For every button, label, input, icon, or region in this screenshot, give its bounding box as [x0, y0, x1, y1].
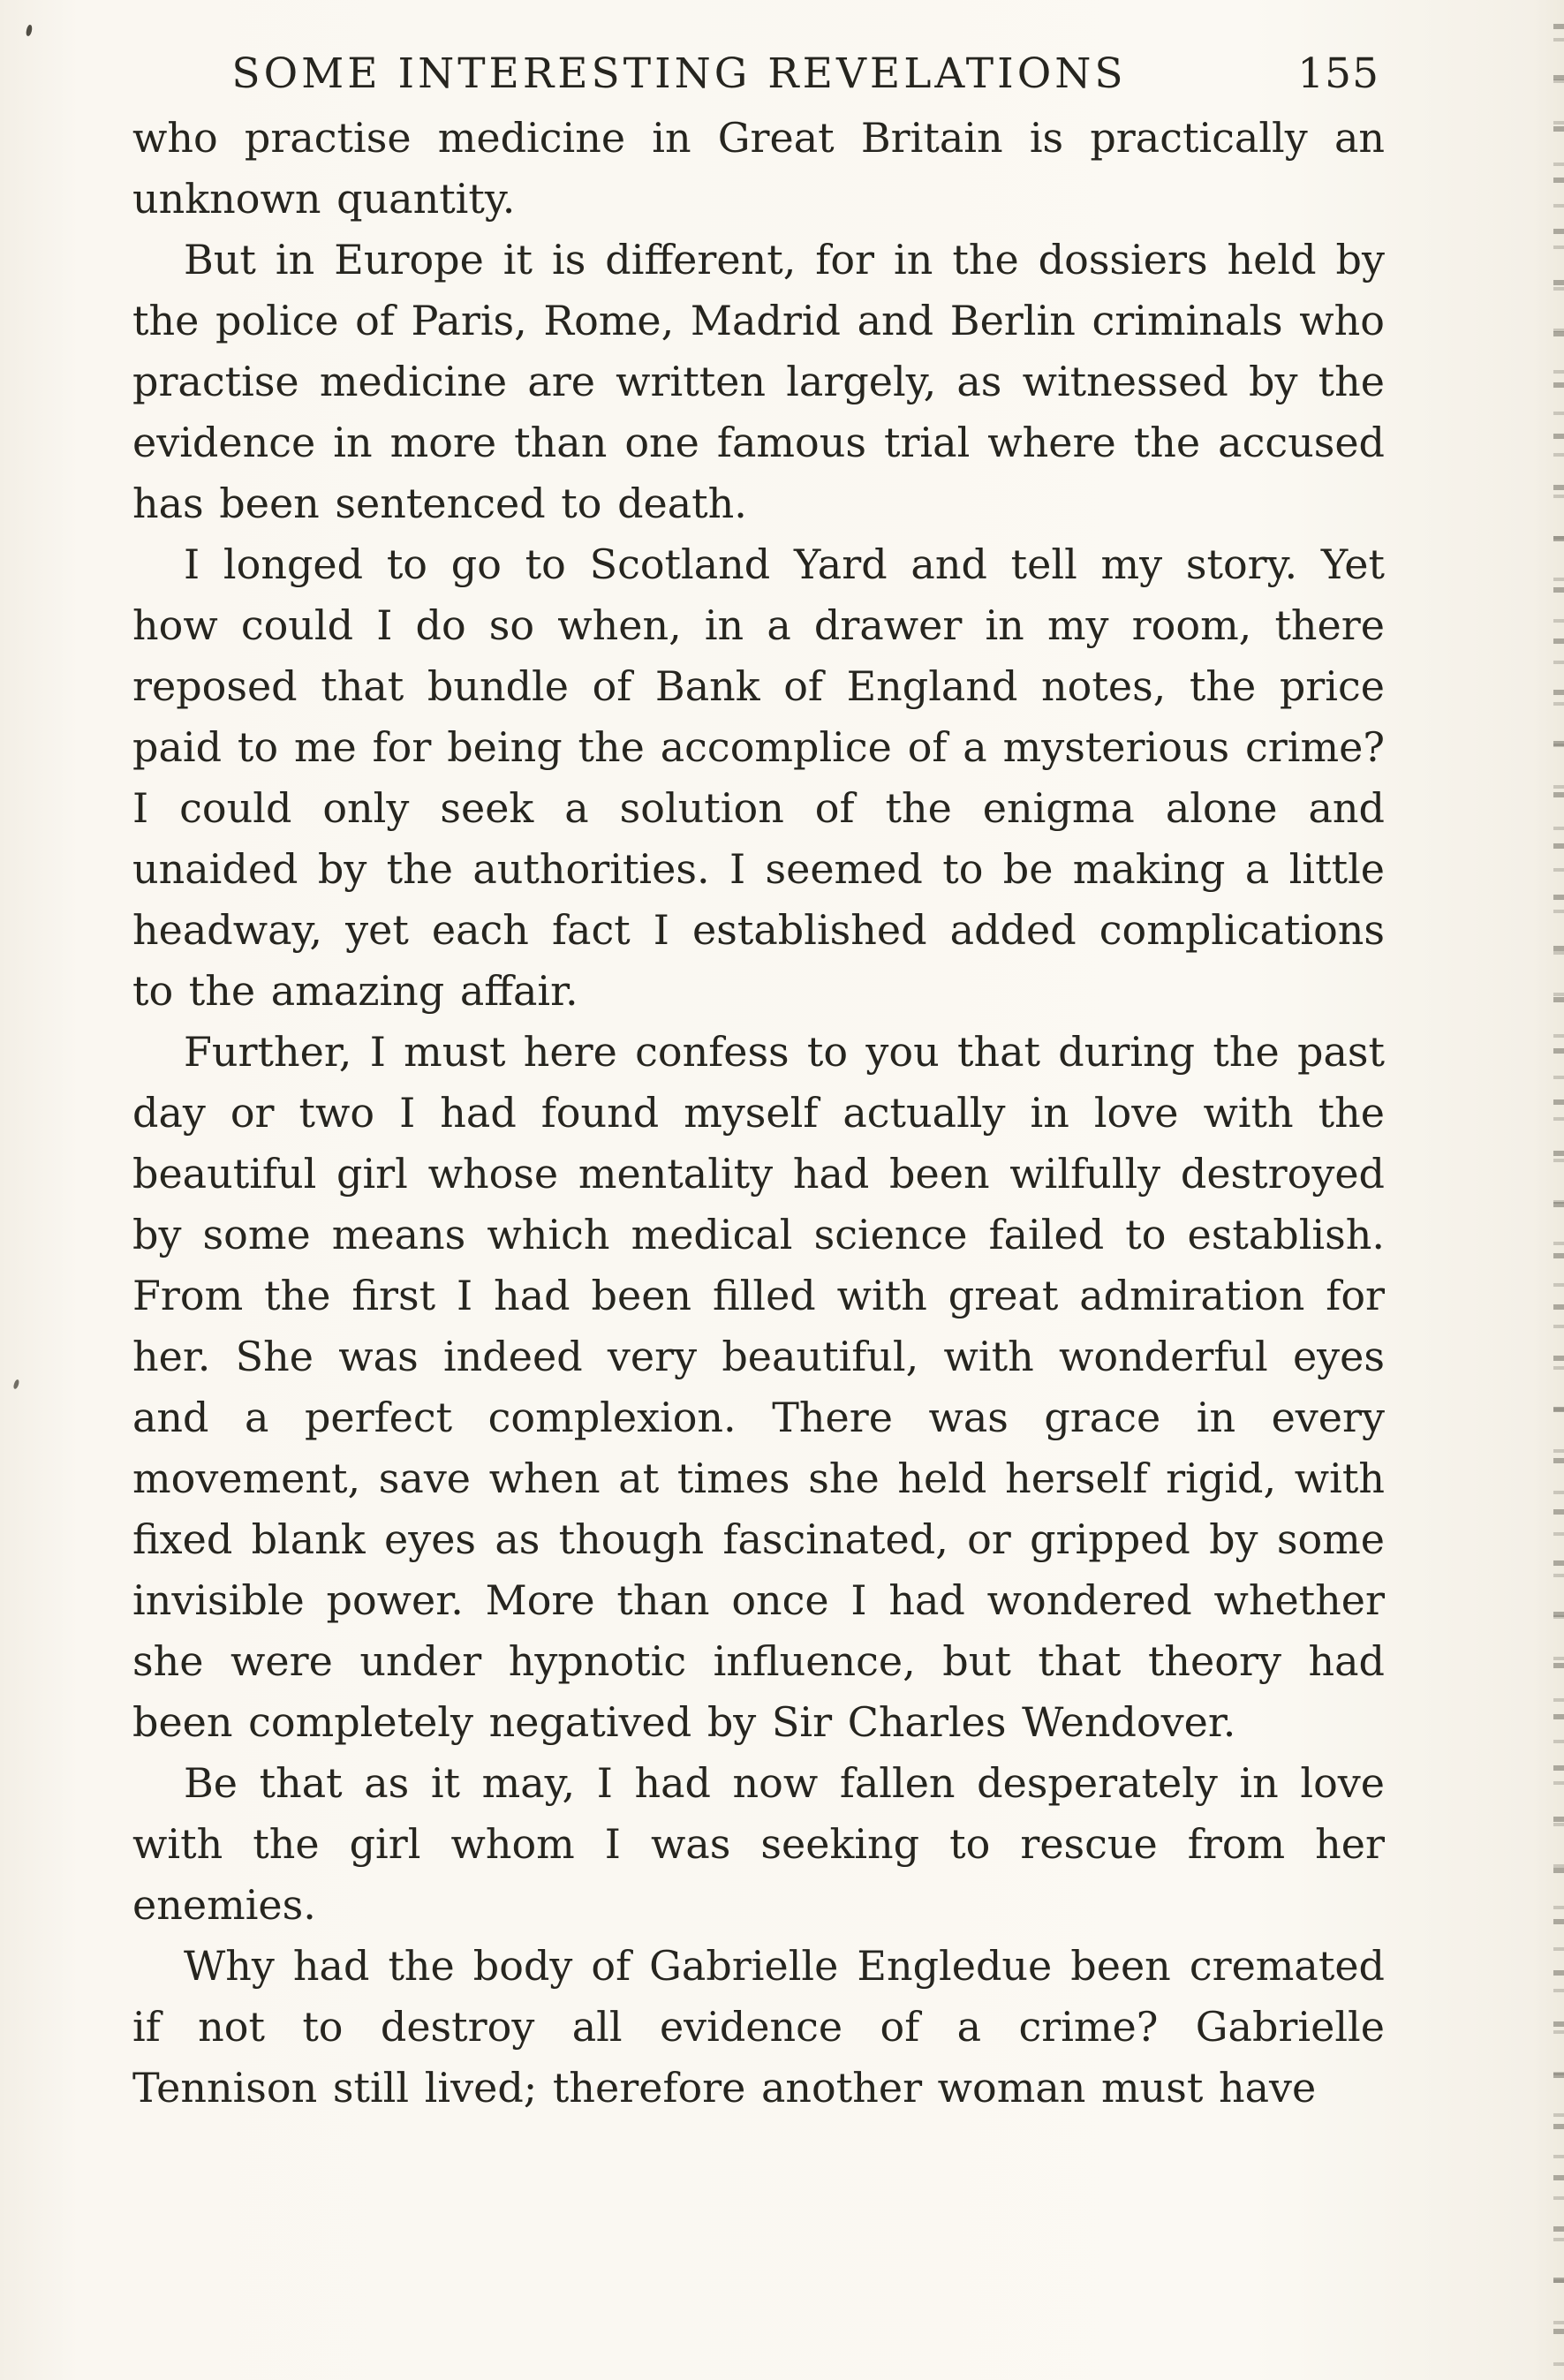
paragraph: Further, I must here confess to you that during the past day or two I had found myself actually in love with the beautiful girl whose mentality had been wilfully destroyed by some means which medical science failed to establish. From the first I had been filled with great admiration for her. She was indeed very beautiful, with wonderful eyes and a perfect complexion. There was grace in every movement, save when at times she held herself rigid, with fixed blank eyes as though fascinated, or gripped by some invisible power. More than once I had wondered whether she were under hypnotic influence, but that theory had been completely negatived by Sir Charles Wendover. — [132, 1028, 1385, 1746]
page-number: 155 — [1297, 49, 1379, 98]
paragraph: Be that as it may, I had now fallen desperately in love with the girl whom I was seeking to rescue from her enemies. — [132, 1759, 1385, 1929]
chapter-title: SOME INTERESTING REVELATIONS — [231, 49, 1127, 98]
running-header — [132, 49, 1385, 102]
paragraph: I longed to go to Scotland Yard and tell my story. Yet how could I do so when, in a drawer in my room, there reposed that bundle of Bank of England notes, the price paid to me for being the accomplice of a mysterious crime? I could only seek a solution of the enigma alone and unaided by the authorities. I seemed to be making a little headway, yet each fact I established added complications to the amazing affair. — [132, 540, 1385, 1015]
scan-artifact-right-edge — [1553, 0, 1564, 2380]
paragraph: But in Europe it is different, for in the dossiers held by the police of Paris, Rome, Madrid and Berlin criminals who practise medicine are written largely, as witnessed by the evidence in more than one famous trial where the accused has been sentenced to death. — [132, 236, 1385, 527]
paragraph: Why had the body of Gabrielle Engledue been cremated if not to destroy all evidence of a crime? Gabrielle Tennison still lived; therefore another woman must have — [132, 1942, 1385, 2112]
scan-artifact-speck — [26, 24, 34, 36]
paragraph-continuation: who practise medicine in Great Britain is practically an unknown quantity. — [132, 114, 1385, 223]
page-body — [132, 108, 1385, 2119]
scan-artifact-speck — [12, 1379, 19, 1389]
